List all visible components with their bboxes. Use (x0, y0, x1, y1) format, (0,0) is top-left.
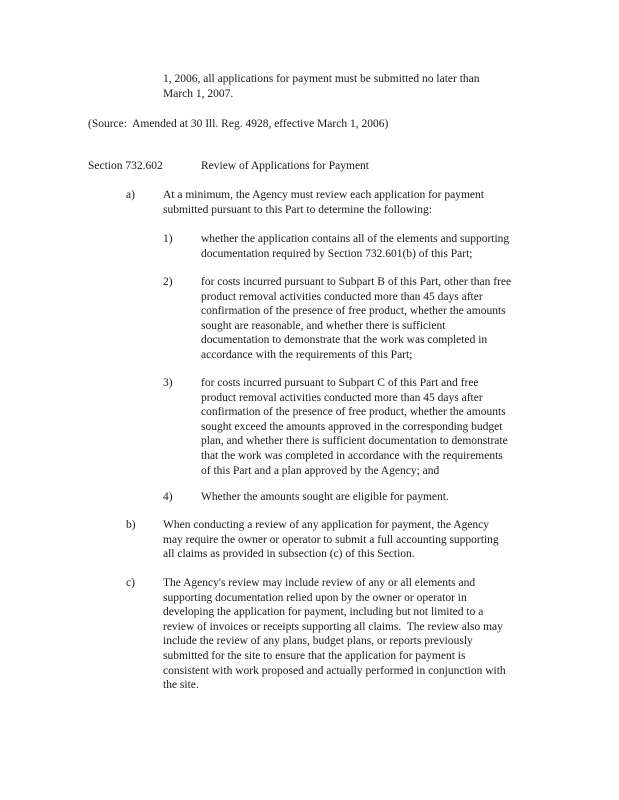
item-a3-line: for costs incurred pursuant to Subpart C of this Part and free (201, 377, 479, 389)
section-title: Review of Applications for Payment (201, 160, 369, 172)
item-b-line: may require the owner or operator to submit a full accounting supporting (163, 533, 499, 546)
item-a2-line: documentation to demonstrate that the work was completed in (201, 334, 488, 347)
item-a-text (163, 188, 484, 217)
item-a3-text (201, 376, 508, 478)
item-a4-line: Whether the amounts sought are eligible for payment. (201, 491, 449, 503)
item-a3-line: confirmation of the presence of free product, whether the amounts (201, 406, 506, 419)
item-c-line: the site. (163, 679, 199, 692)
section-number: Section 732.602 (88, 160, 163, 172)
item-b-line: all claims as provided in subsection (c) of this Section. (163, 548, 415, 561)
item-c-line: review of invoices or receipts supporting all claims. The review also may (163, 620, 503, 633)
item-a2-line: sought are reasonable, and whether there is sufficient (201, 319, 446, 332)
item-a3-label: 3) (163, 377, 173, 389)
item-a3-line: of this Part and a plan approved by the Agency; and (201, 464, 440, 477)
item-a4-label: 4) (163, 491, 173, 503)
intro-line: March 1, 2007. (163, 87, 234, 100)
item-b-text (163, 518, 499, 562)
item-a1-text (201, 232, 509, 261)
item-c-line: The Agency's review may include review of any or all elements and (163, 577, 476, 589)
item-a-label: a) (126, 189, 135, 201)
item-a3-line: sought exceed the amounts approved in the corresponding budget (201, 420, 503, 433)
item-a3-line: plan, and whether there is sufficient documentation to demonstrate (201, 435, 508, 448)
item-a3-line: that the work was completed in accordance with the requirements (201, 449, 503, 462)
item-c-text (163, 576, 506, 693)
item-c-line: include the review of any plans, budget plans, or reports previously (163, 635, 473, 648)
item-a2-label: 2) (163, 276, 173, 288)
item-c-line: supporting documentation relied upon by the owner or operator in (163, 591, 467, 604)
item-a1-label: 1) (163, 233, 173, 245)
item-a2-line: confirmation of the presence of free product, whether the amounts (201, 305, 506, 318)
item-a-line: submitted pursuant to this Part to determine the following: (163, 203, 432, 216)
source-note: (Source: Amended at 30 Ill. Reg. 4928, effective March 1, 2006) (88, 118, 389, 130)
item-a2-line: accordance with the requirements of this Part; (201, 348, 413, 361)
item-a-line: At a minimum, the Agency must review each application for payment (163, 189, 484, 201)
item-a4-text (201, 490, 449, 505)
item-a1-line: whether the application contains all of the elements and supporting (201, 233, 510, 245)
item-c-line: consistent with work proposed and actually performed in conjunction with (163, 664, 506, 677)
intro-paragraph (163, 72, 480, 101)
item-c-line: submitted for the site to ensure that the application for payment is (163, 649, 466, 662)
item-a2-text (201, 275, 511, 363)
item-a2-line: for costs incurred pursuant to Subpart B of this Part, other than free (201, 276, 512, 288)
item-a1-line: documentation required by Section 732.601(b) of this Part; (201, 247, 473, 260)
item-c-label: c) (126, 577, 135, 589)
intro-line: 1, 2006, all applications for payment must be submitted no later than (163, 73, 480, 85)
item-b-line: When conducting a review of any application for payment, the Agency (163, 519, 490, 531)
item-c-line: developing the application for payment, including but not limited to a (163, 606, 484, 619)
item-a3-line: product removal activities conducted more than 45 days after (201, 391, 483, 404)
item-b-label: b) (126, 519, 136, 531)
item-a2-line: product removal activities conducted more than 45 days after (201, 290, 483, 303)
